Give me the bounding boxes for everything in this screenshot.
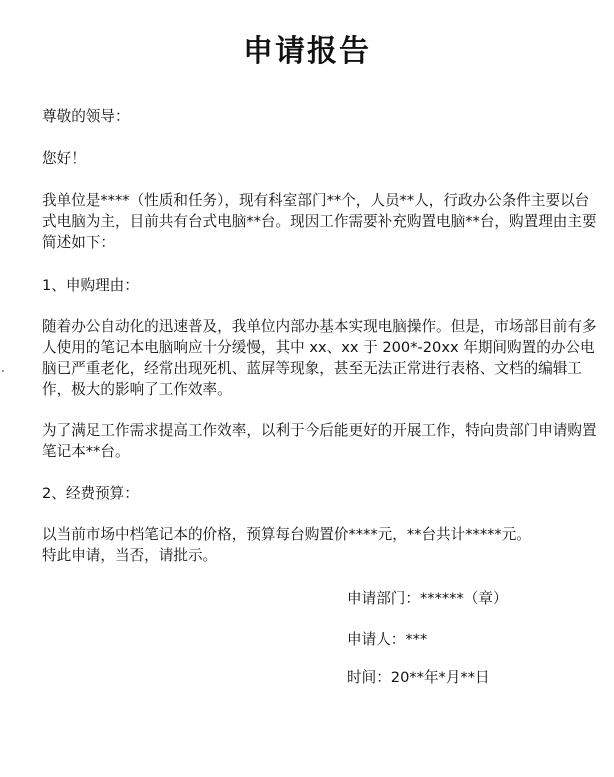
greeting: 您好！ (42, 150, 86, 167)
intro-paragraph: 我单位是****（性质和任务），现有科室部门**个，人员**人，行政办公条件主要以台式电脑为主，目前共有台式电脑**台。现因工作需要补充购置电脑**台，购置理由主要简述如下： (42, 192, 597, 251)
section2-heading: 2、经费预算： (42, 485, 139, 502)
margin-mark (2, 370, 4, 372)
section2-paragraph: 以当前市场中档笔记本的价格，预算每台购置价****元，**台共计*****元。 (42, 526, 531, 543)
signature-date: 时间：20**年*月**日 (347, 669, 490, 686)
section1-paragraph-2: 为了满足工作需求提高工作效率，以利于今后能更好的开展工作，特向贵部门申请购置笔记本**台。 (42, 422, 597, 460)
document-title: 申请报告 (243, 34, 371, 69)
section1-heading: 1、申购理由： (42, 277, 139, 294)
salutation: 尊敬的领导： (42, 108, 130, 125)
section1-paragraph-1: 随着办公自动化的迅速普及，我单位内部办基本实现电脑操作。但是，市场部目前有多人使用的笔记本电脑响应十分缓慢，其中 xx、xx 于 200*-20xx 年期间购置的办公电脑已严重老化，经常出现死机、蓝屏等现象，甚至无法正常进行表格、文档的编辑工作，极大的影响了工作效率。 (42, 318, 597, 398)
closing-line: 特此申请，当否，请批示。 (42, 547, 218, 564)
signature-department: 申请部门：******（章） (347, 590, 508, 607)
signature-applicant: 申请人：*** (347, 631, 428, 648)
